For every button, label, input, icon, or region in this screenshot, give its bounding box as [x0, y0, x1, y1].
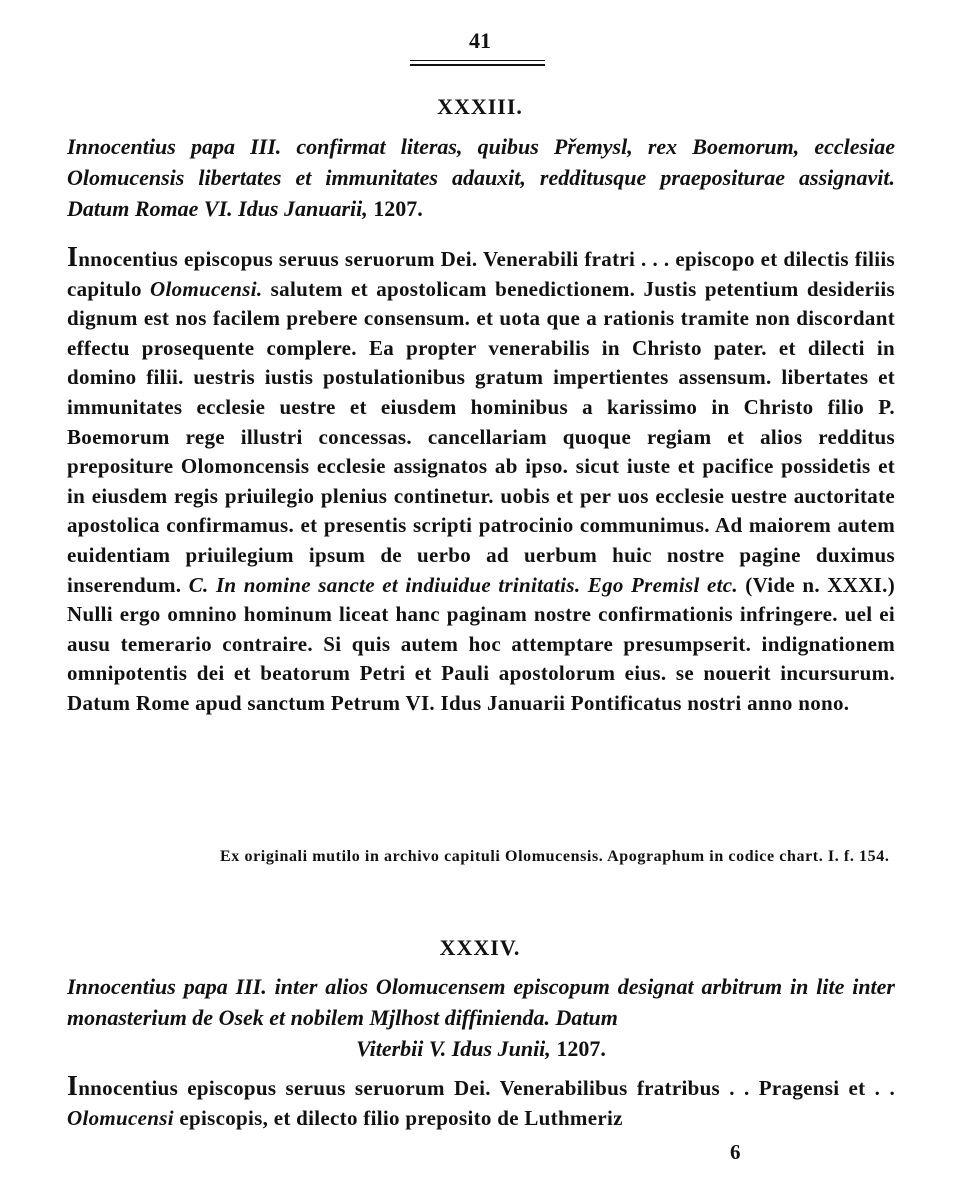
- body-italic-part: C. In nomine sancte et indiuidue trinitatis. Ego Premisl etc.: [188, 572, 738, 597]
- page-number: 41: [469, 28, 491, 53]
- header-rule: [410, 60, 545, 61]
- body-text-part: episcopis, et dilecto filio preposito de Luthmeriz: [173, 1105, 623, 1130]
- source-note: Ex originali mutilo in archivo capituli Olomucensis. Apographum in codice chart. I. f. 154.: [220, 848, 890, 865]
- document-number: XXXIV.: [439, 935, 521, 960]
- document-body: [67, 243, 895, 719]
- body-text-part: (Vide n. XXXI.) Nulli ergo omnino hominum liceat hanc paginam nostre confirmationis infringere. uel ei ausu temerario contraire. Si quis autem hoc attemptare presumpserit. indignationem omnipotentis dei et beatorum Petri et Pauli apostolorum eius. se nouerit incursurum. Datum Rome apud sanctum Petrum VI. Idus Januarii Pontificatus nostri anno nono.: [67, 572, 895, 715]
- body-text-part: salutem et apostolicam benedictionem. Justis petentium desideriis dignum est nos facilem prebere consensum. et uota que a rationis tramite non discordant effectu prosequente complere. Ea propter venerabilis in Christo pater. et dilecti in domino filii. uestris iustis postulationibus gratum impertientes assensum. libertates et immunitates ecclesie uestre et eiusdem hominibus a karissimo in Christo filio P. Boemorum rege illustri concessas. cancellariam quoque regiam et alios redditus prepositure Olomoncensis ecclesie assignatos ab ipso. sicut iuste et pacifice possidetis et in eiusdem regis priuilegio plenius continetur. uobis et per uos ecclesie uestre auctoritate apostolica confirmamus. et presentis scripti patrocinio communimus. Ad maiorem autem euidentiam priuilegium ipsum de uerbo ad uerbum huic nostre pagine duximus inserendum.: [67, 276, 896, 597]
- header-rule-double: [410, 64, 545, 66]
- document-summary: [67, 971, 895, 1064]
- initial-letter: I: [67, 242, 79, 273]
- body-text-part: nnocentius episcopus seruus seruorum Dei. Venerabili fratri . . . episcopo et dilectis filiis capitulo: [67, 247, 895, 301]
- document-number: XXXIII.: [437, 94, 523, 119]
- summary-year: 1207.: [373, 196, 423, 221]
- summary-last-line: [67, 1033, 895, 1064]
- document-body: [67, 1072, 895, 1133]
- body-italic-part: Olomucensi.: [150, 276, 263, 301]
- signature-mark: 6: [730, 1140, 741, 1164]
- document-summary: [67, 131, 895, 224]
- summary-text: Innocentius papa III. inter alios Olomucensem episcopum designat arbitrum in lite inter monasterium de Osek et nobilem Mjlhost diffinienda. Datum: [67, 974, 895, 1030]
- body-italic-part: Olomucensi: [67, 1105, 174, 1130]
- summary-text: Innocentius papa III. confirmat literas, quibus Přemysl, rex Boemorum, ecclesiae Olomucensis libertates et immunitates adauxit, redditusque praepositurae assignavit. Datum Romae VI. Idus Januarii,: [67, 134, 895, 221]
- summary-last-text: Viterbii V. Idus Junii,: [356, 1036, 551, 1061]
- summary-year: 1207.: [556, 1036, 606, 1061]
- initial-letter: I: [67, 1071, 79, 1102]
- body-text-part: nnocentius episcopus seruus seruorum Dei. Venerabilibus fratribus . . Pragensi et . .: [78, 1076, 895, 1100]
